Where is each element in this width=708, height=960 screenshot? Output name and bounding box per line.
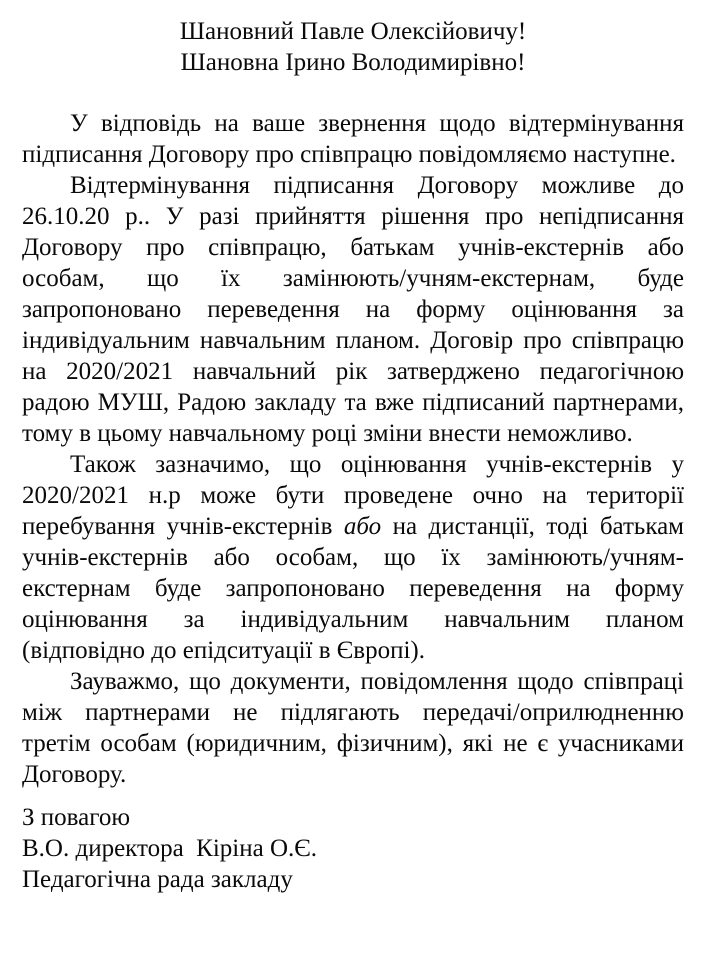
signature-name: В.О. директора Кіріна О.Є. <box>22 835 318 862</box>
paragraph-assessment-italic-word: або <box>343 513 382 540</box>
salutation-line-1: Шановний Павле Олексійовичу! <box>179 18 527 45</box>
salutation-body-spacer <box>22 78 684 108</box>
paragraph-assessment-text-after: на дистанції, тоді батькам учнів-екстернів або особам, що їх замінюють/учням-екстернам буде запропоновано переведення на форму оцінювання за індивідуальним навчальним планом (відповідно до епідситуації в Європі). <box>22 513 684 664</box>
signature-block <box>22 802 684 895</box>
paragraph-intro: У відповідь на ваше звернення щодо відтермінування підписання Договору про співпрацю повідомляємо наступне. <box>22 110 684 168</box>
salutation-block <box>22 16 684 78</box>
paragraph-postponement: Відтермінування підписання Договору можливе до 26.10.20 р.. У разі прийняття рішення про непідписання Договору про співпрацю, батькам учнів-екстернів або особам, що їх замінюють/учням-екстернам, буде запропоновано переведення на форму оцінювання за індивідуальним навчальним планом. Договір про співпрацю на 2020/2021 навчальний рік затверджено педагогічною радою МУШ, Радою закладу та вже підписаний партнерами, тому в цьому навчальному році зміни внести неможливо. <box>22 172 684 447</box>
salutation-line-2: Шановна Ірино Володимирівно! <box>180 49 526 76</box>
signature-organization: Педагогічна рада закладу <box>22 866 293 893</box>
paragraph-assessment-text-before: Також зазначимо, що оцінювання учнів-екстернів у 2020/2021 н.р може бути проведене очно на території перебування учнів-екстернів <box>22 451 684 540</box>
paragraph-assessment <box>22 449 684 666</box>
letter-body <box>22 108 684 790</box>
paragraph-confidentiality: Зауважмо, що документи, повідомлення щодо співпраці між партнерами не підлягають передачі/оприлюдненню третім особам (юридичним, фізичним), які не є учасниками Договору. <box>22 668 684 788</box>
signature-closing: З повагою <box>22 804 131 831</box>
